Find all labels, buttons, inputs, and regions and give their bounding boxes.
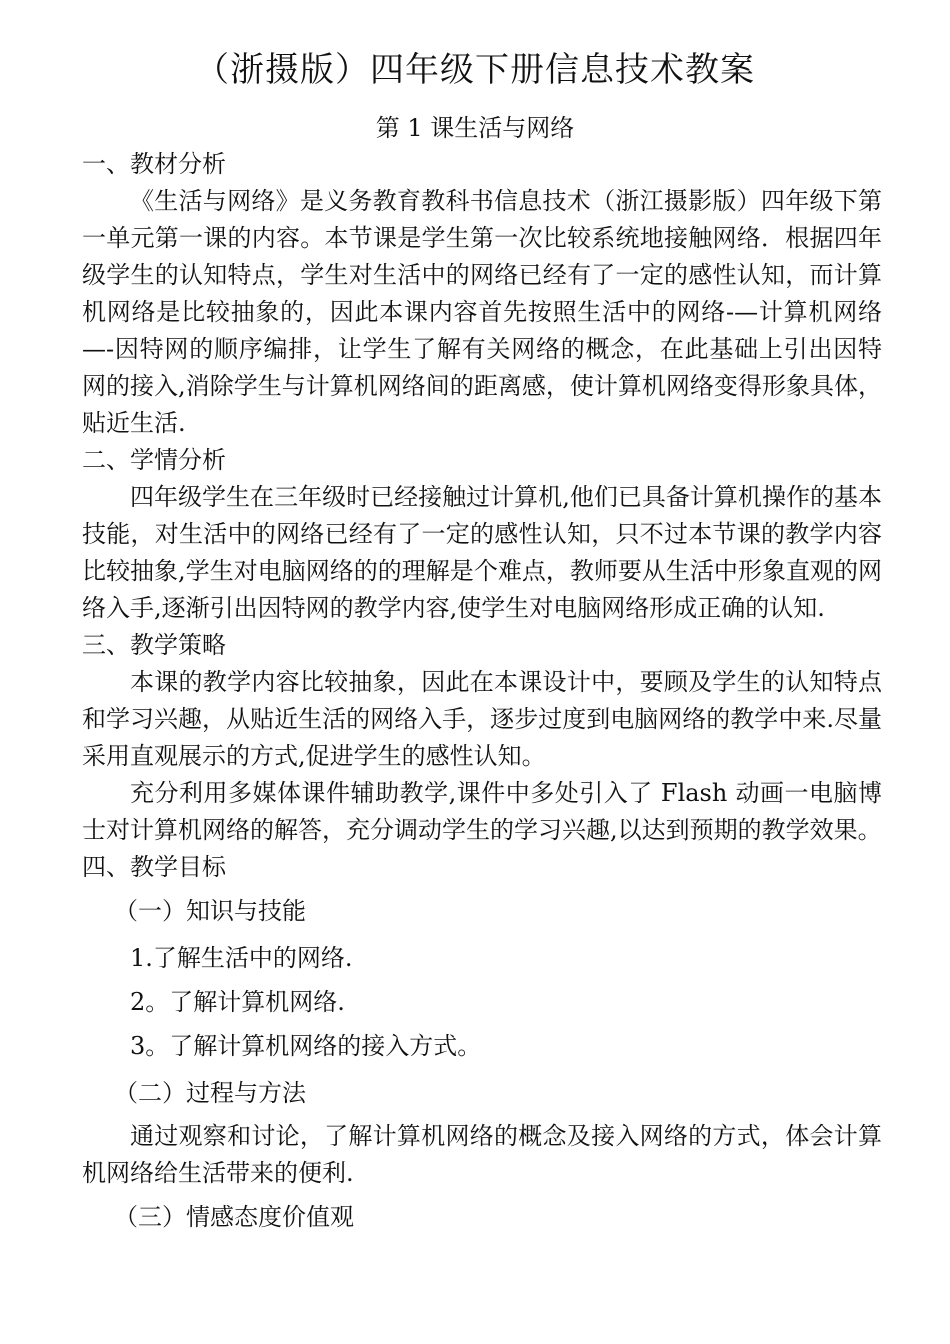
document-title: （浙摄版）四年级下册信息技术教案	[195, 50, 755, 90]
section-paragraph-strategy-1: 本课的教学内容比较抽象，因此在本课设计中，要顾及学生的认知特点和学习兴趣，从贴近生活的网络入手，逐步过度到电脑网络的教学中来.尽量采用直观展示的方式,促进学生的感性认知。	[82, 668, 882, 770]
section-paragraph-strategy-2: 充分利用多媒体课件辅助教学,课件中多处引入了 Flash 动画一电脑博士对计算机网络的解答，充分调动学生的学习兴趣,以达到预期的教学效果。	[82, 779, 882, 844]
section-heading-students: 二、学情分析	[82, 446, 226, 474]
section-heading-strategy: 三、教学策略	[82, 631, 226, 659]
section-heading-objectives: 四、教学目标	[82, 853, 226, 881]
subheading-attitudes-values: （三）情感态度价值观	[114, 1203, 354, 1231]
subheading-process-methods: （二）过程与方法	[114, 1079, 306, 1107]
section-paragraph-materials: 《生活与网络》是义务教育教科书信息技术（浙江摄影版）四年级下第一单元第一课的内容。本节课是学生第一次比较系统地接触网络．根据四年级学生的认知特点，学生对生活中的网络已经有了一定的感性认知，而计算机网络是比较抽象的，因此本课内容首先按照生活中的网络-—计算机网络—-因特网的顺序编排，让学生了解有关网络的概念，在此基础上引出因特网的接入,消除学生与计算机网络间的距离感，使计算机网络变得形象具体，贴近生活.	[82, 187, 882, 437]
subheading-knowledge-skills: （一）知识与技能	[114, 897, 306, 925]
section-paragraph-process-methods: 通过观察和讨论，了解计算机网络的概念及接入网络的方式，体会计算机网络给生活带来的便利.	[82, 1122, 882, 1187]
list-item: 1.了解生活中的网络.	[130, 944, 353, 972]
document-body	[82, 146, 882, 1242]
section-heading-materials: 一、教材分析	[82, 150, 226, 178]
list-item: 2。了解计算机网络.	[130, 988, 345, 1016]
section-paragraph-students: 四年级学生在三年级时已经接触过计算机,他们已具备计算机操作的基本技能，对生活中的网络已经有了一定的感性认知，只不过本节课的教学内容比较抽象,学生对电脑网络的的理解是个难点，教师要从生活中形象直观的网络入手,逐渐引出因特网的教学内容,使学生对电脑网络形成正确的认知.	[82, 483, 882, 622]
list-item: 3。了解计算机网络的接入方式。	[130, 1032, 482, 1060]
lesson-title: 第 1 课生活与网络	[375, 114, 575, 142]
objectives-list	[82, 936, 882, 1068]
